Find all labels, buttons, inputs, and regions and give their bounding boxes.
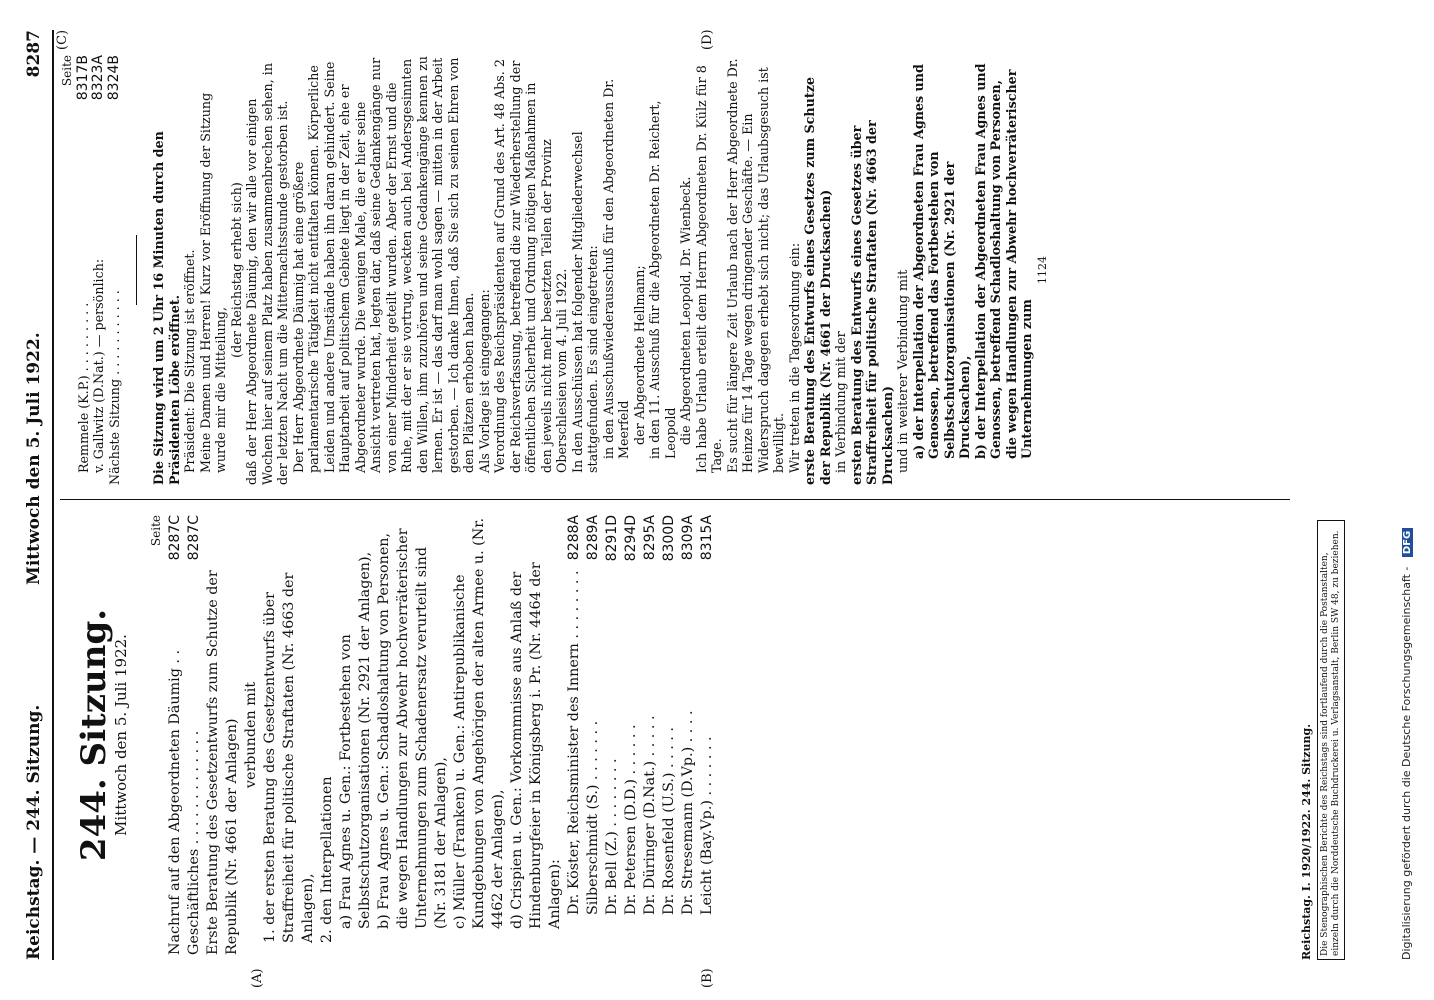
margin-mark-c: (C) bbox=[55, 29, 70, 50]
speaker-name: Dr. Petersen (D.D.) . . . . . . bbox=[623, 724, 639, 915]
toc-speaker-row bbox=[584, 515, 603, 955]
speaker-name: Dr. Stresemann (D.Vp.) . . . . bbox=[680, 710, 696, 915]
seite-label-right: Seite bbox=[60, 55, 74, 87]
toc-speaker-row bbox=[603, 515, 622, 955]
body-paragraph: In den Ausschüssen hat folgender Mitgliederwechsel stattgefunden. Es sind eingetreten: bbox=[569, 131, 600, 473]
toc-row bbox=[166, 515, 185, 955]
footer-left: Reichstag. I. 1920/1922. 244. Sitzung. bbox=[1300, 723, 1313, 960]
body-paragraph: in den 11. Ausschuß für die Abgeordneten Dr. Reichert, Leopold bbox=[647, 100, 678, 459]
toc-row bbox=[185, 515, 204, 955]
toc-item-c: c) Müller (Franken) u. Gen.: Antirepublikanische Kundgebungen von Angehörigen der alten Armee u. (Nr. 4462 der Anlagen), bbox=[452, 517, 506, 929]
body-paragraph: der Abgeordnete Hellmann; bbox=[631, 265, 647, 445]
section-rule bbox=[136, 235, 137, 305]
page-header bbox=[22, 30, 54, 960]
header-left: Reichstag. — 244. Sitzung. bbox=[24, 704, 44, 960]
body-paragraph: Meine Damen und Herren! Kurz vor Eröffnung der Sitzung wurde mir die Mitteilung, bbox=[197, 92, 228, 473]
speaker-page: 8288A bbox=[566, 515, 582, 561]
speaker-page: 8300D bbox=[661, 515, 677, 562]
digitization-credit bbox=[1400, 60, 1413, 960]
toc-row bbox=[76, 55, 92, 485]
body-paragraph: Verordnung des Reichspräsidenten auf Grund des Art. 48 Abs. 2 der Reichsverfassung, betreffend die zur Wiederherstellung der öffentlichen Sicherheit und Ordnung nötigen Maßnahmen in den jeweils nicht mehr besetzten Teilen der Provinz Oberschlesien vom 4. Juli 1922. bbox=[492, 59, 569, 473]
toc-page: 8287C bbox=[167, 515, 183, 561]
body-paragraph: Präsident: Die Sitzung ist eröffnet. bbox=[182, 249, 197, 473]
toc-text: v. Gallwitz (D.Nat.) — persönlich: bbox=[91, 258, 106, 473]
right-column bbox=[60, 55, 1050, 485]
body-paragraph: in den Ausschußwiederausschuß für den Abgeordneten Dr. Meerfeld bbox=[600, 78, 631, 459]
toc-text: Nächste Sitzung . . . . . . . . . . . bbox=[106, 290, 122, 485]
toc-verbunden: verbunden mit bbox=[243, 681, 259, 789]
speaker-page: 8289A bbox=[585, 515, 601, 561]
body-paragraph: a) der Interpellation der Abgeordneten Frau Agnes und Genossen, betreffend das Fortbestehen von Selbstschutzorganisationen (Nr. 2921 der Drucksachen), bbox=[910, 64, 972, 459]
body-paragraph: Der Herr Abgeordnete Däumig hat eine größere parlamentarische Tätigkeit nicht entfalten können. Körperliche Leiden und andere Umstände haben ihn daran gehindert. Seine Hauptarbeit auf politischem Gebiete liegt in der Zeit, ehe er Abgeordneter wurde. Die wenigen Male, die er hier seine Ansicht vertreten hat, legten dar, daß seine Gedankengänge nur von einer Minderheit geteilt wurden. Aber der Ernst und die Ruhe, mit der er sie vortrug, weckten auch bei Andersgesinnten den Willen, ihm zuzuhören und seine Gedankengänge kennen zu lernen. Er ist — das darf man wohl sagen — mitten in der Arbeit gestorben. — Ich danke Ihnen, daß Sie sich zu seinen Ehren von den Plätzen erhoben haben. bbox=[290, 56, 476, 473]
toc-page: 8324B bbox=[105, 55, 122, 101]
speaker-page: 8309A bbox=[680, 515, 696, 561]
toc-row bbox=[91, 55, 107, 485]
column-divider bbox=[60, 499, 1290, 500]
speaker-page: 8315A bbox=[699, 515, 715, 561]
body-paragraph: die Abgeordneten Leopold, Dr. Wienbeck. bbox=[678, 176, 693, 445]
session-title: 244. Sitzung. bbox=[74, 608, 114, 862]
toc-speaker-row bbox=[679, 515, 698, 955]
footer-box: Die Stenographischen Berichte des Reichstags sind fortlaufend durch die Postanstalten, einzeln durch die Norddeutsche Buchdruckerei u. Verlagsanstalt, Berlin SW 48, zu beziehen. bbox=[1317, 520, 1345, 960]
margin-mark-b: (B) bbox=[700, 968, 715, 988]
margin-mark-a: (A) bbox=[250, 968, 265, 988]
speaker-page: 8294D bbox=[623, 515, 639, 562]
speaker-name: Silberschmidt (S.) . . . . . . . bbox=[585, 720, 601, 915]
body-paragraph: ersten Beratung des Entwurfs eines Gesetzes über Straffreiheit für politische Straftaten (Nr. 4663 der Drucksachen) bbox=[848, 120, 895, 485]
toc-item-2: 2. den Interpellationen bbox=[319, 776, 335, 943]
toc-speaker-row bbox=[565, 515, 584, 955]
body-paragraph: Es sucht für längere Zeit Urlaub nach der Herr Abgeordnete Dr. Heinze für 14 Tage wegen dringender Geschäfte. — Ein Widerspruch dagegen erhebt sich nicht; das Urlaubsgesuch ist bewilligt. bbox=[724, 58, 786, 473]
toc-page: 8317B bbox=[74, 55, 91, 101]
toc-item-b: b) Frau Agnes u. Gen.: Schadloshaltung von Personen, die wegen Handlungen zur Abwehr hochverräterischer Unternehmungen zum Schadenersatz verurteilt sind (Nr. 3181 der Anlagen), bbox=[376, 528, 449, 929]
toc-text: Remmele (K.P.) . . . . . . . . . bbox=[75, 302, 91, 473]
speaker-name: Dr. Düringer (D.Nat.) . . . . . bbox=[642, 715, 658, 915]
body-paragraph: in Verbindung mit der bbox=[833, 331, 848, 473]
body-paragraph: Ich habe Urlaub erteilt dem Herrn Abgeordneten Dr. Külz für 8 Tage. bbox=[693, 65, 724, 473]
toc-page: 8323A bbox=[90, 55, 106, 101]
body-paragraph: erste Beratung des Entwurfs eines Gesetzes zum Schutze der Republik (Nr. 4661 der Drucksachen) bbox=[802, 77, 833, 485]
toc-text: Geschäftliches . . . . . . . . . . . . . bbox=[186, 730, 202, 955]
seite-label: Seite bbox=[149, 515, 163, 547]
footer bbox=[1300, 520, 1345, 960]
toc-page: 8287C bbox=[186, 515, 202, 561]
toc-speaker-row bbox=[622, 515, 641, 955]
speaker-page: 8295A bbox=[642, 515, 658, 561]
toc-speaker-row bbox=[698, 515, 717, 955]
body-paragraph: Wir treten in die Tagesordnung ein: bbox=[786, 242, 802, 473]
body-paragraph: b) der Interpellation der Abgeordneten Frau Agnes und Genossen, betreffend Schadloshaltung von Personen, die wegen Handlungen zur Abwehr hochverräterischer Unternehmungen zum bbox=[972, 63, 1034, 459]
bottom-page-number: 1124 bbox=[1035, 256, 1049, 284]
session-date: Mittwoch den 5. Juli 1922. bbox=[112, 634, 130, 836]
body-paragraph: und in weiterer Verbindung mit bbox=[895, 269, 910, 473]
speaker-name: Leicht (Bay.Vp.) . . . . . . . bbox=[699, 736, 715, 915]
opening-line: Die Sitzung wird um 2 Uhr 16 Minuten durch den Präsidenten Löbe eröffnet. bbox=[151, 131, 182, 485]
toc-item-1: 1. der ersten Beratung des Gesetzentwurfs über Straffreiheit für politische Straftaten (Nr. 4663 der Anlagen), bbox=[262, 572, 316, 943]
speaker-name: Dr. Köster, Reichsminister des Innern . . . . . . . . bbox=[566, 570, 582, 915]
dfg-logo: DFG bbox=[1402, 528, 1413, 557]
toc-item-a: a) Frau Agnes u. Gen.: Fortbestehen von Selbstschutzorganisationen (Nr. 2921 der Anlagen), bbox=[338, 551, 373, 929]
body-paragraph: (der Reichstag erhebt sich) bbox=[228, 182, 244, 358]
toc-speaker-row bbox=[641, 515, 660, 955]
toc-row bbox=[107, 55, 123, 485]
toc-first-beratung: Erste Beratung des Gesetzentwurfs zum Schutze der Republik (Nr. 4661 der Anlagen) bbox=[205, 570, 240, 955]
header-page-number: 8287 bbox=[24, 30, 44, 78]
header-center: Mittwoch den 5. Juli 1922. bbox=[24, 332, 44, 585]
speaker-page: 8291D bbox=[604, 515, 620, 562]
speaker-name: Dr. Bell (Z.) . . . . . . . . bbox=[604, 758, 620, 915]
margin-mark-d: (D) bbox=[700, 29, 715, 50]
toc-speaker-row bbox=[660, 515, 679, 955]
toc-item-d: d) Crispien u. Gen.: Vorkommnisse aus Anlaß der Hindenburgfeier in Königsberg i. Pr. (Nr. 4464 der Anlagen): bbox=[509, 562, 563, 929]
body-paragraph: Als Vorlage ist eingegangen: bbox=[476, 289, 492, 473]
credit-text: Digitalisierung gefördert durch die Deutsche Forschungsgemeinschaft - bbox=[1400, 566, 1413, 960]
left-column bbox=[55, 515, 717, 955]
speaker-name: Dr. Rosenfeld (U.S.) . . . . . bbox=[661, 727, 677, 915]
body-paragraph: daß der Herr Abgeordnete Däumig, den wir alle vor einigen Wochen hier auf seinem Platz haben zusammenbrechen sehen, in der letzten Nacht um die Mitternachtsstunde gestorben ist. bbox=[244, 63, 290, 485]
toc-text: Nachruf auf den Abgeordneten Däumig . . bbox=[167, 649, 183, 955]
